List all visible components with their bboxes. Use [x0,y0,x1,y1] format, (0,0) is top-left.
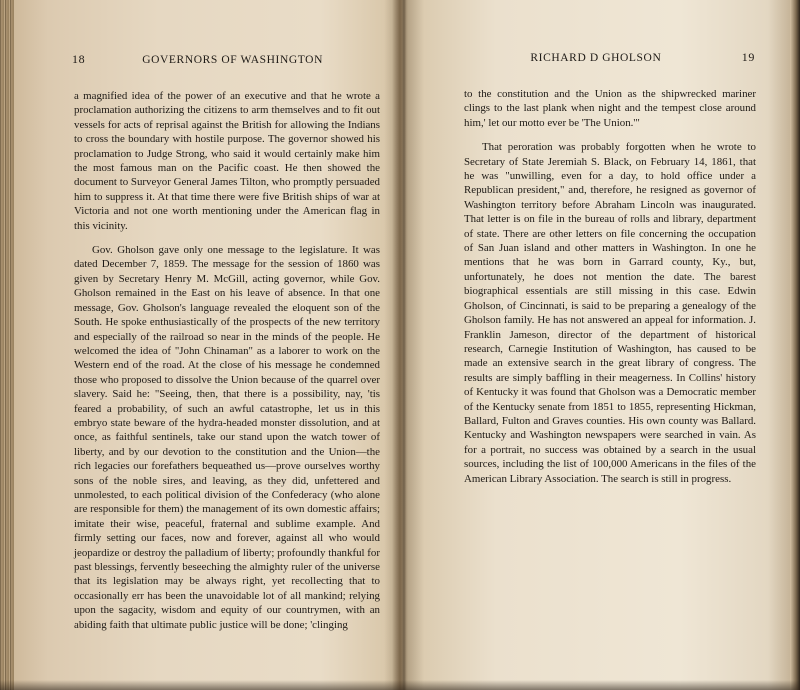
left-page-number: 18 [72,52,86,66]
book-gutter [384,0,424,690]
left-running-header [72,52,380,67]
left-paragraph-2: Gov. Gholson gave only one message to the legislature. It was dated December 7, 1859. The message for the session of 1860 was given by Secretary Henry M. McGill, acting governor, while Gov. Gholson remained in the East on his leave of absence. In that one message, Gov. Gholson's language revealed the eloquent son of the South. He spoke enthusiastically of the prospects of the new territory and especially of the railroad so near in the minds of the people. He welcomed the idea of "John Chinaman" as a laborer to work on the Western end of the road. At the close of his message he condemned those who proposed to dissolve the Union because of the quarrel over slavery. Said he: "Seeing, then, that there is a possibility, nay, 'tis feared a probability, of such an awful catastrophe, let us in this embryo state beware of the hydra-headed monster dissolution, and at once, as faithful sentinels, take our stand upon the watch tower of liberty, and by our devotion to the constitution and the Union—the rich legacies our forefathers bequeathed us—prove ourselves worthy sons of the noble sires, and leaving, as they did, unfettered and unmolested, to each political division of the Confederacy (who alone are responsible for them) the management of its own domestic affairs; imitate their wise, peaceful, fraternal and sublime example. And firmly setting our faces, now and forever, against all who would jeopardize or destroy the palladium of liberty; profoundly thankful for past blessings, fervently beseeching the almighty ruler of the universe that its legislation may be always right, yet recollecting that to occasionally err has been the unavoidable lot of all mankind; relying upon the sagacity, wisdom and equity of our countrymen, with an abiding faith that ultimate public justice will be done; 'clinging [74,244,380,631]
right-page [450,50,755,486]
left-paragraph-1: a magnified idea of the power of an executive and that he wrote a proclamation authorizing the citizens to arm themselves and to fit out vessels for acts of reprisal against the British for allowing the Indians to cross the boundary with hostile purpose. The governor showed his proclamation to Judge Strong, who said it would certainly make him the most famous man on the Pacific coast. He then showed the document to Surveyor General James Tilton, who promptly persuaded him to suppress it. At that time there were five British ships of war at Victoria and not one worth mentioning under the American flag in this vicinity. [74,90,380,232]
left-page-body [74,89,380,632]
right-running-head: RICHARD D GHOLSON [530,52,662,64]
right-page-number: 19 [741,50,755,64]
right-paragraph-2: That peroration was probably forgotten when he wrote to Secretary of State Jeremiah S. Black, on February 14, 1861, that he was "unwilling, even for a day, to hold office under a Republican president," and, therefore, he resigned as governor of Washington territory before Abraham Lincoln was inaugurated. That letter is on file in the bureau of rolls and library, department of state. There are other letters on file concerning the occupation of San Juan island and other matters in Washington. In one he mentions that he was born in Garrard county, Ky., but, unfortunately, he does not mention the date. The barest biographical essentials are still missing in this case. Edwin Gholson, of Cincinnati, is said to be preparing a genealogy of the Gholson family. He has not answered an appeal for information. J. Franklin Jameson, director of the department of historical research, Carnegie Institution of Washington, has caused to be made an extensive search in the great library of congress. The results are simply baffling in their meagerness. In Collins' history of Kentucky it was found that Gholson was a Democratic member of the Kentucky senate from 1851 to 1855, representing Hickman, Ballard, Fulton and Graves counties. His own county was Ballard. Kentucky and Washington newspapers were searched in vain. As for a portrait, no success was obtained by a search in the usual sources, including the list of 100,000 Americans in the files of the American Library Association. The search is still in progress. [464,141,756,485]
right-paragraph-1: to the constitution and the Union as the shipwrecked mariner clings to the last plank when night and the tempest close around him,' let our motto ever be 'The Union.'" [464,88,756,129]
page-edge-right [790,0,800,690]
left-running-head: GOVERNORS OF WASHINGTON [142,54,323,66]
left-page [60,52,380,632]
right-page-body [464,87,756,486]
right-running-header [450,50,755,65]
page-edges-left [0,0,14,690]
bottom-shadow [0,680,800,690]
